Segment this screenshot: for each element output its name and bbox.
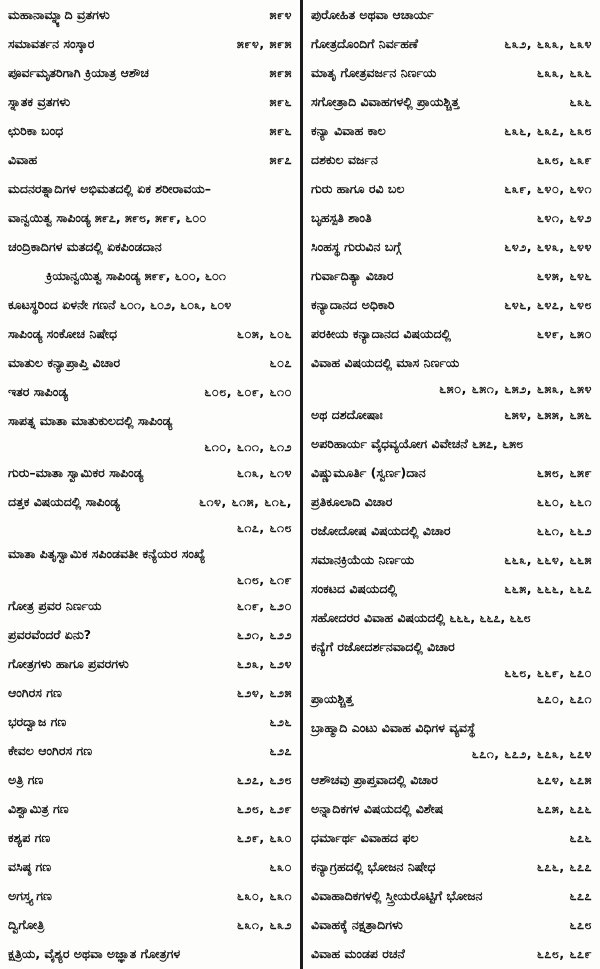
index-entry [303,823,600,852]
index-entry [0,319,300,348]
index-entry [303,545,600,574]
entry-title: ಸಮಾವರ್ತನ ಸಂಸ್ಕಾರ [8,36,95,51]
entry-pages: ೬೨೩, ೬೨೪ [236,656,292,671]
index-entry [0,707,300,736]
entry-title: ಕೂಟಸ್ಥರಿಂದ ಏಳನೇ ಗಣನೆ ೬೦೧, ೬೦೨, ೬೦೩, ೬೦೪ [8,297,232,312]
index-entry [0,939,300,968]
index-entry [303,487,600,516]
entry-title: ಪ್ರತಿಕೂಲಾದಿ ವಿಚಾರ [311,494,393,509]
entry-pages: ೬೧೭, ೬೧೮ [236,520,292,535]
entry-pages: ೬೭೪, ೬೭೫ [536,772,592,787]
index-entry [303,174,600,203]
entry-title: ರಜೋದೋಷ ವಿಷಯದಲ್ಲಿ ವಿಚಾರ [311,523,451,538]
index-entry [0,765,300,794]
entry-title: ಗುರು–ಮಾತಾ ಸ್ವಾಮಿಕರ ಸಾಪಿಂಡ್ಯ [8,465,144,480]
entry-title: ಕ್ಷತ್ರಿಯ, ವೈಶ್ಯರ ಅಥವಾ ಅಜ್ಞಾತ ಗೋತ್ರಗಳ [8,946,181,961]
entry-title: ಮದನರತ್ನಾದಿಗಳ ಅಭಿಮತದಲ್ಲಿ ಏಕ ಶರೀರಾವಯ– [8,181,212,196]
index-entry [0,58,300,87]
index-entry [0,736,300,765]
entry-title: ವಿವಾಹ [8,152,38,167]
entry-title: ಪ್ರವರವೆಂದರೆ ಏನು? [8,627,92,642]
entry-pages: ೬೬೮, ೬೬೯, ೬೭೦ [504,665,592,680]
entry-pages: ೬೬೩, ೬೬೪, ೬೬೫ [504,552,592,567]
entry-pages: ೫೯೬ [269,94,292,109]
entry-pages: ೬೭೮ [569,917,592,932]
entry-pages: ೬೪೬, ೬೪೭, ೬೪೮ [504,297,592,312]
entry-pages: ೬೨೮, ೬೨೯ [236,801,292,816]
entry-title: ಗೋತ್ರ ಪ್ರವರ ನಿರ್ಣಯ [8,598,102,613]
entry-pages: ೫೯೫ [269,65,292,80]
index-entry [0,823,300,852]
entry-pages: ೬೩೧, ೬೩೨ [236,917,292,932]
entry-title: ಗುರ್ವಾದಿತ್ಯಾ ವಿಚಾರ [311,268,394,283]
index-entry [0,678,300,707]
entry-title: ಮಾತುಲ ಕನ್ಯಾಪ್ರಾಪ್ತಿ ವಿಚಾರ [8,355,121,370]
entry-pages: ೬೨೧, ೬೨೨ [236,627,292,642]
entry-pages: ೬೫೪, ೬೫೫, ೬೫೬ [504,407,592,422]
entry-title: ಅಗಸ್ತ್ಯ ಗಣ [8,888,52,903]
index-entry [0,145,300,174]
entry-title: ಚಂದ್ರಿಕಾದಿಗಳ ಮತದಲ್ಲಿ ಏಕಪಿಂಡದಾನ [8,239,162,254]
entry-title: ಇತರ ಸಾಪಿಂಡ್ಯ [8,384,69,399]
entry-pages: ೫೯೪ [269,7,292,22]
entry-pages: ೬೦೮, ೬೦೯, ೬೧೦ [204,384,292,399]
index-entry [0,852,300,881]
entry-title: ಗೋತ್ರಗಳು ಹಾಗೂ ಪ್ರವರಗಳು [8,656,129,671]
index-entry [0,377,300,406]
index-entry [0,174,300,203]
entry-title: ಪ್ರಾಯಶ್ಚಿತ್ತ [311,691,354,706]
entry-pages: ೬೪೧, ೬೪೨ [536,210,592,225]
entry-pages: ೫೯೬ [269,123,292,138]
index-entry [0,487,300,516]
entry-title: ಅಪರಿಹಾರ್ಯ ವೈಧವ್ಯಯೋಗ ವಿವೇಚನೆ ೬೫೭, ೬೫೮ [311,436,524,451]
index-entry [303,910,600,939]
entry-title: ವಸಿಷ್ಠ ಗಣ [8,859,52,874]
entry-title: ಸಾಪಿಂಡ್ಯ ಸಂಕೋಚ ನಿಷೇಧ [8,326,118,341]
index-entry [303,0,600,29]
entry-pages: ೬೧೦, ೬೧೧, ೬೧೨ [204,439,292,454]
entry-title: ಸಗೋತ್ರಾದಿ ವಿವಾಹಗಳಲ್ಲಿ ಪ್ರಾಯಶ್ಚಿತ್ತ [311,94,460,109]
entry-title: ಪರಕೀಯ ಕನ್ಯಾದಾನದ ವಿಷಯದಲ್ಲಿ [311,326,451,341]
index-entry [0,568,300,591]
entry-pages: ೬೬೦, ೬೬೧ [536,494,592,509]
index-entry [303,939,600,968]
entry-title: ವಿವಾಹಕ್ಕೆ ನಕ್ಷತ್ರಾದಿಗಳು [311,917,403,932]
entry-title: ಕನ್ಯಾ ವಿವಾಹ ಕಾಲ [311,123,386,138]
index-entry [303,87,600,116]
entry-pages: ೬೨೭, ೬೨೮ [236,772,292,787]
entry-pages: ೬೭೧, ೬೭೨, ೬೭೩, ೬೭೪ [471,746,592,761]
entry-title: ವಿಷ್ಣುಮೂರ್ತಿ (ಸ್ವರ್ಣ)ದಾನ [311,465,426,480]
index-entry [303,881,600,910]
entry-pages: ೬೨೭ [269,743,292,758]
index-entry [0,435,300,458]
index-entry [303,319,600,348]
entry-pages: ೬೩೬, ೬೩೭, ೬೩೮ [504,123,592,138]
entry-title: ದಶಕುಲ ವರ್ಜನ [311,152,378,167]
index-entry [0,203,300,232]
entry-pages: ೬೬೧, ೬೬೨ [536,523,592,538]
index-entry [303,58,600,87]
entry-pages: ೬೭೦, ೬೭೧ [536,691,592,706]
index-entry [303,348,600,377]
index-entry [0,910,300,939]
entry-title: ಕನ್ಯಾದಾನದ ಅಧಿಕಾರಿ [311,297,395,312]
index-entry [0,881,300,910]
entry-pages: ೬೭೫, ೬೭೬ [536,801,592,816]
entry-title: ಆಂಗಿರಸ ಗಣ [8,685,62,700]
entry-pages: ೬೩೦, ೬೩೧ [236,888,292,903]
entry-pages: ೬೬೫, ೬೬೬, ೬೬೭ [504,581,592,596]
index-entry [0,0,300,29]
entry-title: ಗೋತ್ರದೊಂದಿಗೆ ನಿರ್ವಹಣೆ [311,36,418,51]
index-entry [303,516,600,545]
index-entry [303,661,600,684]
index-entry [303,145,600,174]
entry-pages: ೬೦೫, ೬೦೬ [236,326,292,341]
index-column-right [303,0,600,968]
entry-pages: ೫೯೪, ೫೯೫ [236,36,292,51]
index-entry [0,406,300,435]
index-entry [0,794,300,823]
entry-title: ಅತ್ರಿ ಗಣ [8,772,44,787]
index-entry [0,458,300,487]
entry-pages: ೫೯೭ [269,152,292,167]
entry-pages: ೬೩೯, ೬೪೦, ೬೪೧ [504,181,592,196]
index-entry [303,765,600,794]
entry-title: ದ್ವಿಗೋತ್ರಿ [8,917,45,932]
index-column-left [0,0,300,968]
index-entry [303,290,600,319]
entry-pages: ೬೨೪, ೬೨೫ [236,685,292,700]
entry-title: ಅನ್ನಾದಿಕಗಳ ವಿಷಯದಲ್ಲಿ ವಿಶೇಷ [311,801,444,816]
entry-title: ಕನ್ಯಾಗ್ರಹದಲ್ಲಿ ಭೋಜನ ನಿಷೇಧ [311,859,436,874]
entry-title: ಬೃಹಸ್ಪತಿ ಶಾಂತಿ [311,210,372,225]
index-entry [303,852,600,881]
index-entry [0,290,300,319]
entry-pages: ೬೫೦, ೬೫೧, ೬೫೨, ೬೫೩, ೬೫೪ [439,381,592,396]
index-entry [0,539,300,568]
index-entry [0,620,300,649]
entry-pages: ೬೧೮, ೬೧೯ [236,572,292,587]
entry-title: ಮಾತಾ ಪಿತೃಸ್ವಾಮಿಕ ಸಪಿಂಡವತೀ ಕನ್ಯೆಯರ ಸಂಖ್ಯೆ [8,546,206,561]
entry-pages: ೬೫೮, ೬೫೯ [536,465,592,480]
entry-title: ಸಹೋದರರ ವಿವಾಹ ವಿಷಯದಲ್ಲಿ ೬೬೬, ೬೬೭, ೬೬೮ [311,610,531,625]
entry-title: ಆಶೌಚವು ಪ್ರಾಪ್ತವಾದಲ್ಲಿ ವಿಚಾರ [311,772,438,787]
index-entry [0,516,300,539]
entry-pages: ೬೩೩, ೬೩೬ [536,65,592,80]
entry-title: ಭರದ್ವಾಜ ಗಣ [8,714,67,729]
index-entry [303,116,600,145]
entry-pages: ೬೧೩, ೬೧೪ [236,465,292,480]
entry-pages: ೬೪೫, ೬೪೬ [536,268,592,283]
index-entry [303,574,600,603]
index-entry [303,400,600,429]
entry-pages: ೬೨೬ [269,714,292,729]
entry-pages: ೬೭೬, ೬೭೭ [536,859,592,874]
index-entry [303,29,600,58]
index-entry [0,348,300,377]
index-entry [0,232,300,261]
index-entry [0,29,300,58]
index-entry [303,684,600,713]
index-entry [0,116,300,145]
index-entry [0,87,300,116]
entry-title: ಪುರೋಹಿತ ಅಥವಾ ಆಚಾರ್ಯ [311,7,434,22]
entry-pages: ೬೪೯, ೬೫೦ [536,326,592,341]
index-entry [303,458,600,487]
index-entry [303,742,600,765]
entry-pages: ೬೪೨, ೬೪೩, ೬೪೪ [504,239,592,254]
index-entry [0,649,300,678]
entry-title: ಕನ್ಯೆಗೆ ರಜೋದರ್ಶನವಾದಲ್ಲಿ ವಿಚಾರ [311,639,455,654]
entry-title: ಛುರಿಕಾ ಬಂಧ [8,123,64,138]
entry-title: ವಿವಾಹ ವಿಷಯದಲ್ಲಿ ಮಾಸ ನಿರ್ಣಯ [311,355,460,370]
entry-title: ಮಹಾನಾಮ್ನ್ಯಾದಿ ವ್ರತಗಳು [8,7,110,22]
entry-title: ಕಶ್ಯಪ ಗಣ [8,830,51,845]
index-entry [303,603,600,632]
entry-pages: ೬೧೯, ೬೨೦ [236,598,292,613]
entry-pages: ೬೩೬ [569,94,592,109]
entry-pages: ೬೩೮, ೬೩೯ [536,152,592,167]
entry-title: ಪೂರ್ವಮೃತರಿಗಾಗಿ ಕ್ರಿಯಾತ್ರ ಆಶೌಚ [8,65,149,80]
index-entry [303,632,600,661]
index-entry [303,203,600,232]
entry-title: ವಾನ್ವಯಿತ್ವ ಸಾಪಿಂಡ್ಯ ೫೯೭, ೫೯೮, ೫೯೯, ೬೦೦ [8,210,207,225]
entry-pages: ೬೭೬ [569,830,592,845]
entry-title: ಸಿಂಹಸ್ಥ ಗುರುವಿನ ಬಗ್ಗೆ [311,239,402,254]
entry-pages: ೬೨೯, ೬೩೦ [236,830,292,845]
index-entry [303,377,600,400]
index-entry [303,261,600,290]
index-entry [303,232,600,261]
entry-title: ಅಥ ದಶದೋಷಾಃ [311,407,383,422]
entry-pages: ೬೭೭ [569,888,592,903]
entry-title: ಧರ್ಮಾರ್ಥ ವಿವಾಹದ ಫಲ [311,830,419,845]
entry-title: ದತ್ತಕ ವಿಷಯದಲ್ಲಿ ಸಾಪಿಂಡ್ಯ [8,494,120,509]
entry-title: ವಿಶ್ವಾಮಿತ್ರ ಗಣ [8,801,69,816]
entry-title: ಸಂಕಟದ ವಿಷಯದಲ್ಲಿ [311,581,397,596]
index-entry [303,429,600,458]
entry-title: ಬ್ರಾಹ್ಮಾದಿ ಎಂಟು ವಿವಾಹ ವಿಧಿಗಳ ವ್ಯವಸ್ಥೆ [311,720,476,735]
index-entry [0,591,300,620]
entry-title: ಸಮಾನಕ್ರಿಯೆಯ ನಿರ್ಣಯ [311,552,415,567]
entry-pages: ೬೧೪, ೬೧೫, ೬೧೬, [199,494,292,509]
entry-pages: ೬೦೭ [269,355,292,370]
entry-pages: ೬೩೨, ೬೩೩, ೬೩೪ [504,36,592,51]
entry-title: ಗುರು ಹಾಗೂ ರವಿ ಬಲ [311,181,405,196]
entry-title: ಮಾತೃ ಗೋತ್ರವರ್ಜನ ನಿರ್ಣಯ [311,65,437,80]
entry-title: ಕೇವಲ ಆಂಗಿರಸ ಗಣ [8,743,93,758]
index-entry [0,261,300,290]
index-entry [303,794,600,823]
entry-title: ವಿವಾಹ ಮಂಡಪ ರಚನೆ [311,946,405,961]
entry-title: ಸಾಪತ್ನ ಮಾತಾ ಮಾತುಕುಲದಲ್ಲಿ ಸಾಪಿಂಡ್ಯ [8,413,173,428]
entry-pages: ೬೩೦ [269,859,292,874]
entry-title: ಕ್ರಿಯಾನ್ವಯಿತ್ವ ಸಾಪಿಂಡ್ಯ ೫೯೯, ೬೦೦, ೬೦೧ [46,268,226,283]
entry-pages: ೬೭೮, ೬೭೯ [536,946,592,961]
entry-title: ವಿವಾಹಾದಿಕಗಳಲ್ಲಿ ಸ್ತ್ರೀಯರೊಟ್ಟಿಗೆ ಭೋಜನ [311,888,483,903]
entry-title: ಸ್ನಾತಕ ವ್ರತಗಳು [8,94,71,109]
index-entry [303,713,600,742]
